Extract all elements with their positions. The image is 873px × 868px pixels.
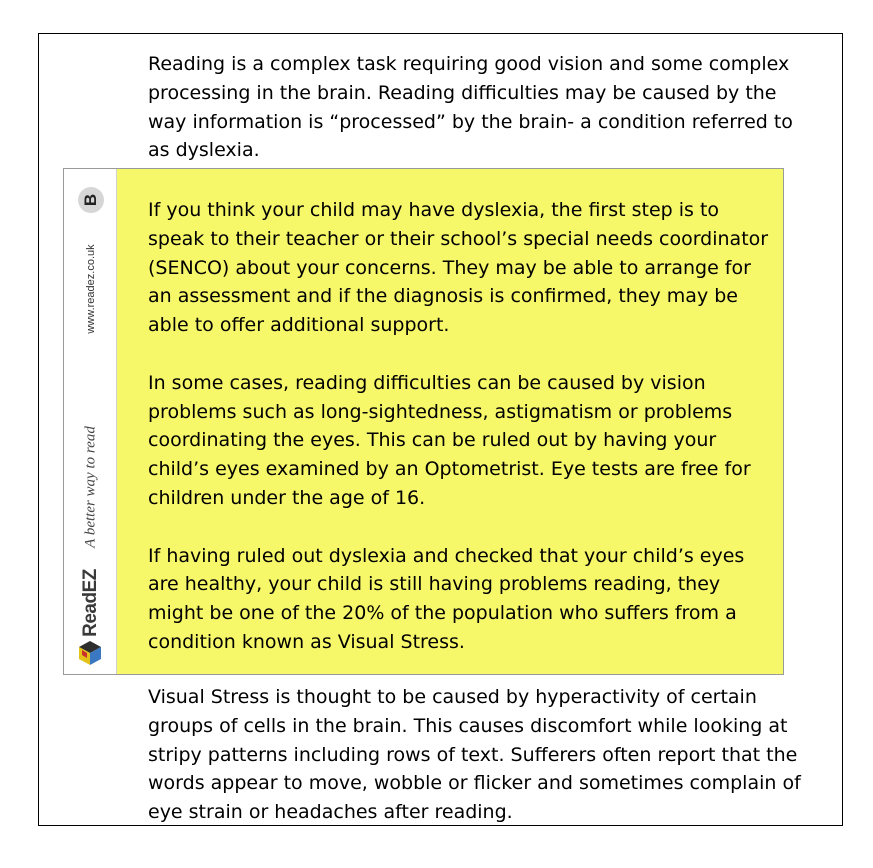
ruler-website: www.readez.co.uk <box>85 244 97 334</box>
ruler-brand: ReadEZ <box>80 569 101 637</box>
readez-logo-icon <box>79 641 101 665</box>
ruler-paragraph: If you think your child may have dyslexia, the first step is to speak to their teacher or their school’s special needs coordinator (SENCO) about your concerns. They may be able to arrange for an assessment and if the diagnosis is confirmed, they may be able to offer additional support. <box>148 199 769 337</box>
outro-paragraph: Visual Stress is thought to be caused by hyperactivity of certain groups of cells in the brain. This causes discomfort while looking at stripy patterns including rows of text. Sufferers often report that the words appear to move, wobble or flicker and sometimes complain of eye strain or headaches after reading. <box>148 686 801 824</box>
ruler-side-strip <box>64 169 117 674</box>
ruler-text-block <box>148 196 778 657</box>
ruler-slogan: A better way to read <box>82 426 99 548</box>
intro-paragraph: Reading is a complex task requiring good vision and some complex processing in the brain. Reading difficulties may be caused by the way information is “processed” by the brain- a condition referred to as dyslexia. <box>148 53 793 162</box>
ruler-letter-badge: B <box>78 187 104 213</box>
ruler-paragraph: If having ruled out dyslexia and checked that your child’s eyes are healthy, your child is still having problems reading, they might be one of the 20% of the population who suffers from a condition known as Visual Stress. <box>148 544 745 653</box>
ruler-paragraph: In some cases, reading difficulties can be caused by vision problems such as long-sightedness, astigmatism or problems coordinating the eyes. This can be ruled out by having your child’s eyes examined by an Optometrist. Eye tests are free for children under the age of 16. <box>148 371 751 509</box>
